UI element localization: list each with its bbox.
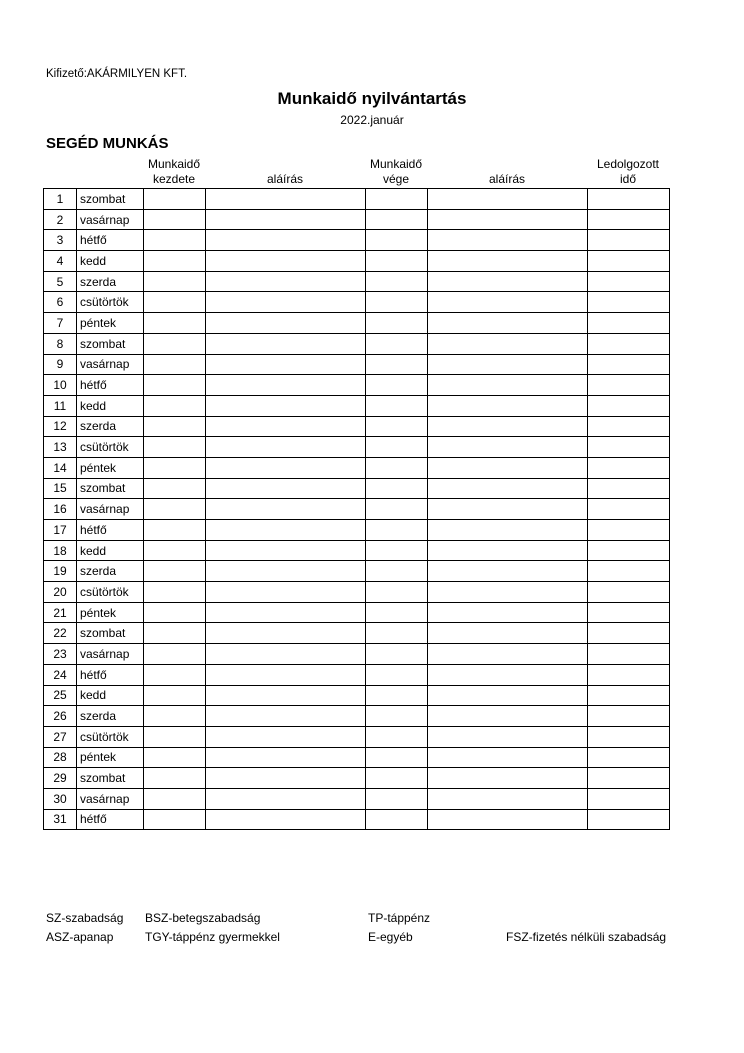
table-row: [44, 809, 670, 830]
day-number: 21: [44, 602, 77, 623]
table-row: [44, 478, 670, 499]
table-row: [44, 561, 670, 582]
weekday-label: vasárnap: [77, 644, 144, 665]
signature-cell-1[interactable]: [206, 685, 366, 706]
start-time-cell[interactable]: [144, 437, 206, 458]
table-row: [44, 333, 670, 354]
signature-cell-2[interactable]: [428, 230, 588, 251]
weekday-label: szombat: [77, 189, 144, 210]
worked-time-cell[interactable]: [588, 768, 670, 789]
weekday-label: hétfő: [77, 664, 144, 685]
signature-cell-2[interactable]: [428, 582, 588, 603]
column-header-signature-1: aláírás: [266, 172, 304, 186]
end-time-cell[interactable]: [366, 706, 428, 727]
weekday-label: szombat: [77, 768, 144, 789]
start-time-cell[interactable]: [144, 251, 206, 272]
start-time-cell[interactable]: [144, 788, 206, 809]
signature-cell-1[interactable]: [206, 230, 366, 251]
weekday-label: vasárnap: [77, 499, 144, 520]
end-time-cell[interactable]: [366, 457, 428, 478]
day-number: 5: [44, 271, 77, 292]
day-number: 29: [44, 768, 77, 789]
day-number: 4: [44, 251, 77, 272]
worked-time-cell[interactable]: [588, 437, 670, 458]
table-row: [44, 747, 670, 768]
start-time-cell[interactable]: [144, 685, 206, 706]
day-number: 1: [44, 189, 77, 210]
worked-time-cell[interactable]: [588, 395, 670, 416]
table-row: [44, 520, 670, 541]
signature-cell-2[interactable]: [428, 313, 588, 334]
worked-time-cell[interactable]: [588, 292, 670, 313]
signature-cell-2[interactable]: [428, 706, 588, 727]
signature-cell-1[interactable]: [206, 271, 366, 292]
weekday-label: hétfő: [77, 375, 144, 396]
table-row: [44, 768, 670, 789]
day-number: 11: [44, 395, 77, 416]
weekday-label: szombat: [77, 623, 144, 644]
worked-time-cell[interactable]: [588, 354, 670, 375]
weekday-label: hétfő: [77, 809, 144, 830]
signature-cell-2[interactable]: [428, 354, 588, 375]
end-time-cell[interactable]: [366, 602, 428, 623]
worked-time-cell[interactable]: [588, 499, 670, 520]
day-number: 6: [44, 292, 77, 313]
table-row: [44, 726, 670, 747]
table-row: [44, 457, 670, 478]
signature-cell-2[interactable]: [428, 437, 588, 458]
start-time-cell[interactable]: [144, 230, 206, 251]
day-number: 2: [44, 209, 77, 230]
start-time-cell[interactable]: [144, 706, 206, 727]
end-time-cell[interactable]: [366, 685, 428, 706]
signature-cell-1[interactable]: [206, 726, 366, 747]
day-number: 31: [44, 809, 77, 830]
signature-cell-2[interactable]: [428, 189, 588, 210]
table-row: [44, 375, 670, 396]
table-row: [44, 664, 670, 685]
worked-time-cell[interactable]: [588, 644, 670, 665]
table-row: [44, 499, 670, 520]
worked-time-cell[interactable]: [588, 375, 670, 396]
signature-cell-1[interactable]: [206, 251, 366, 272]
signature-cell-1[interactable]: [206, 788, 366, 809]
worked-time-cell[interactable]: [588, 788, 670, 809]
worked-time-cell[interactable]: [588, 623, 670, 644]
page-title: Munkaidő nyilvántartás: [277, 89, 467, 108]
day-number: 19: [44, 561, 77, 582]
signature-cell-2[interactable]: [428, 271, 588, 292]
start-time-cell[interactable]: [144, 457, 206, 478]
signature-cell-2[interactable]: [428, 809, 588, 830]
day-number: 22: [44, 623, 77, 644]
signature-cell-2[interactable]: [428, 644, 588, 665]
weekday-label: csütörtök: [77, 437, 144, 458]
end-time-cell[interactable]: [366, 209, 428, 230]
column-header-worked: [587, 157, 669, 187]
day-number: 7: [44, 313, 77, 334]
day-number: 20: [44, 582, 77, 603]
signature-cell-1[interactable]: [206, 602, 366, 623]
weekday-label: kedd: [77, 251, 144, 272]
end-time-cell[interactable]: [366, 726, 428, 747]
start-time-cell[interactable]: [144, 499, 206, 520]
end-time-cell[interactable]: [366, 437, 428, 458]
worked-time-cell[interactable]: [588, 313, 670, 334]
day-number: 18: [44, 540, 77, 561]
table-row: [44, 209, 670, 230]
end-time-cell[interactable]: [366, 189, 428, 210]
weekday-label: kedd: [77, 685, 144, 706]
weekday-label: csütörtök: [77, 292, 144, 313]
signature-cell-2[interactable]: [428, 747, 588, 768]
weekday-label: hétfő: [77, 230, 144, 251]
end-time-cell[interactable]: [366, 809, 428, 830]
table-row: [44, 416, 670, 437]
signature-cell-2[interactable]: [428, 768, 588, 789]
column-header-end-line2: vége: [382, 172, 410, 186]
weekday-label: vasárnap: [77, 209, 144, 230]
payer-label: Kifizető:AKÁRMILYEN KFT.: [46, 68, 188, 80]
legend-sz: SZ-szabadság: [46, 911, 124, 925]
start-time-cell[interactable]: [144, 478, 206, 499]
table-row: [44, 788, 670, 809]
table-row: [44, 313, 670, 334]
day-number: 30: [44, 788, 77, 809]
end-time-cell[interactable]: [366, 333, 428, 354]
start-time-cell[interactable]: [144, 189, 206, 210]
weekday-label: szerda: [77, 561, 144, 582]
worked-time-cell[interactable]: [588, 726, 670, 747]
start-time-cell[interactable]: [144, 313, 206, 334]
table-row: [44, 251, 670, 272]
weekday-label: péntek: [77, 602, 144, 623]
end-time-cell[interactable]: [366, 395, 428, 416]
weekday-label: vasárnap: [77, 354, 144, 375]
signature-cell-1[interactable]: [206, 478, 366, 499]
signature-cell-2[interactable]: [428, 375, 588, 396]
worked-time-cell[interactable]: [588, 561, 670, 582]
weekday-label: szerda: [77, 706, 144, 727]
end-time-cell[interactable]: [366, 644, 428, 665]
weekday-label: péntek: [77, 747, 144, 768]
signature-cell-2[interactable]: [428, 499, 588, 520]
table-row: [44, 395, 670, 416]
column-header-start-line1: Munkaidő: [147, 157, 201, 171]
signature-cell-1[interactable]: [206, 644, 366, 665]
signature-cell-2[interactable]: [428, 685, 588, 706]
signature-cell-2[interactable]: [428, 561, 588, 582]
weekday-label: csütörtök: [77, 582, 144, 603]
table-row: [44, 271, 670, 292]
start-time-cell[interactable]: [144, 520, 206, 541]
weekday-label: szombat: [77, 478, 144, 499]
signature-cell-1[interactable]: [206, 499, 366, 520]
signature-cell-2[interactable]: [428, 292, 588, 313]
signature-cell-2[interactable]: [428, 416, 588, 437]
signature-cell-1[interactable]: [206, 437, 366, 458]
start-time-cell[interactable]: [144, 271, 206, 292]
weekday-label: szerda: [77, 271, 144, 292]
day-number: 8: [44, 333, 77, 354]
signature-cell-2[interactable]: [428, 251, 588, 272]
column-header-start: [143, 157, 205, 187]
role-label: SEGÉD MUNKÁS: [46, 135, 169, 152]
signature-cell-2[interactable]: [428, 540, 588, 561]
table-row: [44, 354, 670, 375]
end-time-cell[interactable]: [366, 623, 428, 644]
start-time-cell[interactable]: [144, 664, 206, 685]
signature-cell-1[interactable]: [206, 375, 366, 396]
day-number: 23: [44, 644, 77, 665]
end-time-cell[interactable]: [366, 768, 428, 789]
end-time-cell[interactable]: [366, 664, 428, 685]
timesheet-rows: [44, 189, 670, 830]
signature-cell-1[interactable]: [206, 540, 366, 561]
weekday-label: kedd: [77, 540, 144, 561]
signature-cell-1[interactable]: [206, 809, 366, 830]
start-time-cell[interactable]: [144, 809, 206, 830]
end-time-cell[interactable]: [366, 540, 428, 561]
weekday-label: hétfő: [77, 520, 144, 541]
legend-fsz: FSZ-fizetés nélküli szabadság: [506, 930, 667, 944]
signature-cell-2[interactable]: [428, 788, 588, 809]
day-number: 3: [44, 230, 77, 251]
start-time-cell[interactable]: [144, 747, 206, 768]
start-time-cell[interactable]: [144, 354, 206, 375]
worked-time-cell[interactable]: [588, 209, 670, 230]
start-time-cell[interactable]: [144, 768, 206, 789]
signature-cell-1[interactable]: [206, 561, 366, 582]
month-label: 2022.január: [340, 113, 404, 127]
column-header-signature-2: aláírás: [488, 172, 526, 186]
signature-cell-1[interactable]: [206, 416, 366, 437]
signature-cell-1[interactable]: [206, 333, 366, 354]
worked-time-cell[interactable]: [588, 271, 670, 292]
signature-cell-1[interactable]: [206, 623, 366, 644]
day-number: 16: [44, 499, 77, 520]
worked-time-cell[interactable]: [588, 747, 670, 768]
worked-time-cell[interactable]: [588, 457, 670, 478]
column-header-worked-line2: idő: [619, 172, 636, 186]
signature-cell-2[interactable]: [428, 478, 588, 499]
table-row: [44, 602, 670, 623]
signature-cell-1[interactable]: [206, 292, 366, 313]
signature-cell-2[interactable]: [428, 395, 588, 416]
end-time-cell[interactable]: [366, 375, 428, 396]
worked-time-cell[interactable]: [588, 664, 670, 685]
table-row: [44, 685, 670, 706]
start-time-cell[interactable]: [144, 623, 206, 644]
end-time-cell[interactable]: [366, 747, 428, 768]
start-time-cell[interactable]: [144, 292, 206, 313]
signature-cell-2[interactable]: [428, 457, 588, 478]
weekday-label: péntek: [77, 313, 144, 334]
worked-time-cell[interactable]: [588, 251, 670, 272]
worked-time-cell[interactable]: [588, 189, 670, 210]
end-time-cell[interactable]: [366, 354, 428, 375]
end-time-cell[interactable]: [366, 416, 428, 437]
signature-cell-1[interactable]: [206, 395, 366, 416]
legend-e: E-egyéb: [368, 930, 413, 944]
signature-cell-1[interactable]: [206, 189, 366, 210]
signature-cell-2[interactable]: [428, 602, 588, 623]
signature-cell-1[interactable]: [206, 457, 366, 478]
worked-time-cell[interactable]: [588, 230, 670, 251]
signature-cell-1[interactable]: [206, 664, 366, 685]
end-time-cell[interactable]: [366, 251, 428, 272]
worked-time-cell[interactable]: [588, 706, 670, 727]
signature-cell-2[interactable]: [428, 726, 588, 747]
end-time-cell[interactable]: [366, 230, 428, 251]
day-number: 26: [44, 706, 77, 727]
end-time-cell[interactable]: [366, 478, 428, 499]
worked-time-cell[interactable]: [588, 582, 670, 603]
end-time-cell[interactable]: [366, 561, 428, 582]
worked-time-cell[interactable]: [588, 416, 670, 437]
worked-time-cell[interactable]: [588, 478, 670, 499]
timesheet-table: [43, 188, 670, 830]
weekday-label: kedd: [77, 395, 144, 416]
signature-cell-2[interactable]: [428, 623, 588, 644]
table-row: [44, 644, 670, 665]
day-number: 28: [44, 747, 77, 768]
signature-cell-1[interactable]: [206, 354, 366, 375]
day-number: 25: [44, 685, 77, 706]
column-header-worked-line1: Ledolgozott: [596, 157, 660, 171]
start-time-cell[interactable]: [144, 582, 206, 603]
weekday-label: szerda: [77, 416, 144, 437]
end-time-cell[interactable]: [366, 271, 428, 292]
signature-cell-1[interactable]: [206, 768, 366, 789]
signature-cell-1[interactable]: [206, 582, 366, 603]
signature-cell-2[interactable]: [428, 209, 588, 230]
weekday-label: szombat: [77, 333, 144, 354]
worked-time-cell[interactable]: [588, 333, 670, 354]
table-row: [44, 437, 670, 458]
worked-time-cell[interactable]: [588, 520, 670, 541]
signature-cell-1[interactable]: [206, 209, 366, 230]
start-time-cell[interactable]: [144, 375, 206, 396]
day-number: 9: [44, 354, 77, 375]
start-time-cell[interactable]: [144, 416, 206, 437]
end-time-cell[interactable]: [366, 582, 428, 603]
table-row: [44, 230, 670, 251]
day-number: 13: [44, 437, 77, 458]
weekday-label: péntek: [77, 457, 144, 478]
worked-time-cell[interactable]: [588, 685, 670, 706]
table-row: [44, 623, 670, 644]
end-time-cell[interactable]: [366, 292, 428, 313]
start-time-cell[interactable]: [144, 602, 206, 623]
table-row: [44, 540, 670, 561]
day-number: 24: [44, 664, 77, 685]
worked-time-cell[interactable]: [588, 540, 670, 561]
start-time-cell[interactable]: [144, 540, 206, 561]
legend-bsz: BSZ-betegszabadság: [145, 911, 261, 925]
signature-cell-2[interactable]: [428, 333, 588, 354]
signature-cell-1[interactable]: [206, 706, 366, 727]
end-time-cell[interactable]: [366, 788, 428, 809]
day-number: 12: [44, 416, 77, 437]
start-time-cell[interactable]: [144, 561, 206, 582]
day-number: 10: [44, 375, 77, 396]
start-time-cell[interactable]: [144, 333, 206, 354]
signature-cell-1[interactable]: [206, 520, 366, 541]
signature-cell-1[interactable]: [206, 313, 366, 334]
signature-cell-2[interactable]: [428, 520, 588, 541]
table-row: [44, 292, 670, 313]
weekday-label: vasárnap: [77, 788, 144, 809]
day-number: 27: [44, 726, 77, 747]
legend-tgy: TGY-táppénz gyermekkel: [145, 930, 280, 944]
column-header-end-line1: Munkaidő: [369, 157, 423, 171]
column-header-start-line2: kezdete: [152, 172, 196, 186]
signature-cell-2[interactable]: [428, 664, 588, 685]
legend-asz: ASZ-apanap: [46, 930, 114, 944]
start-time-cell[interactable]: [144, 726, 206, 747]
worked-time-cell[interactable]: [588, 809, 670, 830]
day-number: 14: [44, 457, 77, 478]
start-time-cell[interactable]: [144, 395, 206, 416]
table-row: [44, 582, 670, 603]
weekday-label: csütörtök: [77, 726, 144, 747]
table-row: [44, 189, 670, 210]
day-number: 15: [44, 478, 77, 499]
start-time-cell[interactable]: [144, 644, 206, 665]
end-time-cell[interactable]: [366, 313, 428, 334]
end-time-cell[interactable]: [366, 499, 428, 520]
table-row: [44, 706, 670, 727]
legend-tp: TP-táppénz: [368, 911, 431, 925]
start-time-cell[interactable]: [144, 209, 206, 230]
end-time-cell[interactable]: [366, 520, 428, 541]
signature-cell-1[interactable]: [206, 747, 366, 768]
column-header-end: [365, 157, 427, 187]
worked-time-cell[interactable]: [588, 602, 670, 623]
day-number: 17: [44, 520, 77, 541]
